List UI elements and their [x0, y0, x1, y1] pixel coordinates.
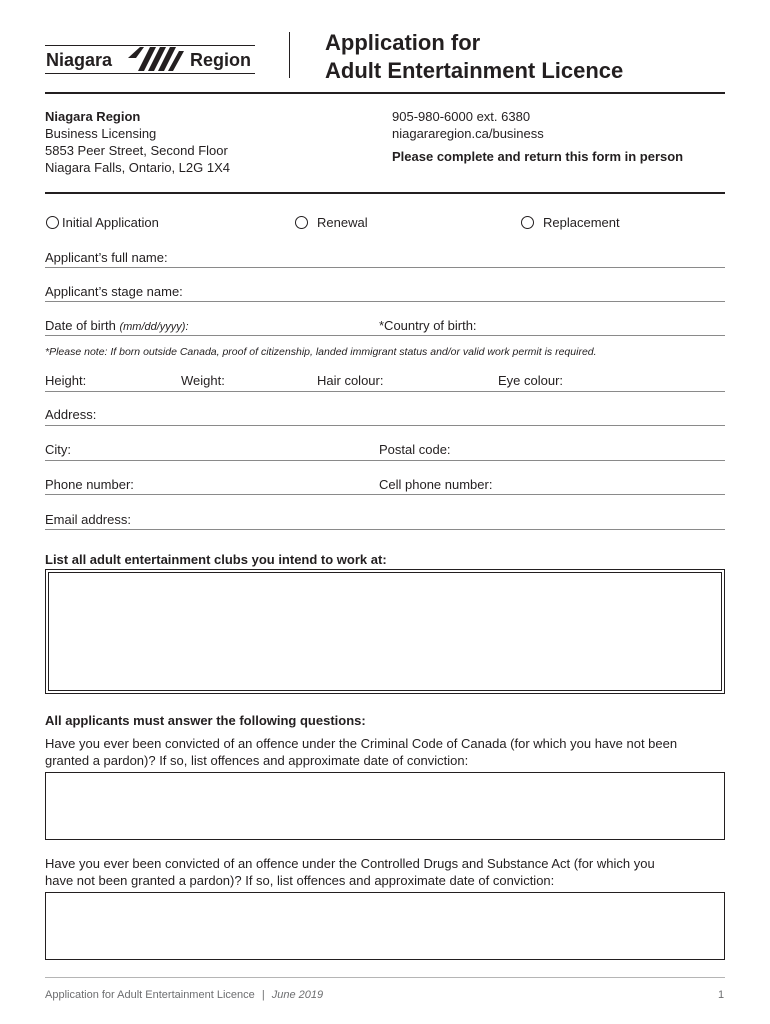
email-label: Email address:	[45, 512, 131, 527]
contact-org: Niagara Region	[45, 109, 141, 124]
city-label: City:	[45, 442, 71, 457]
full-name-label: Applicant’s full name:	[45, 250, 168, 265]
header-rule	[45, 92, 725, 94]
physical-details-field[interactable]	[45, 391, 725, 392]
country-of-birth-label: *Country of birth:	[379, 318, 477, 333]
stage-name-field[interactable]	[45, 301, 725, 302]
footer-doc-info	[45, 989, 323, 1001]
contact-website: niagararegion.ca/business	[392, 126, 544, 141]
question-1-textarea[interactable]	[45, 772, 725, 840]
questions-heading: All applicants must answer the following questions:	[45, 713, 366, 728]
contact-dept: Business Licensing	[45, 126, 157, 141]
footer-doc-title: Application for Adult Entertainment Licence	[45, 989, 255, 1001]
logo-text-right: Region	[190, 50, 251, 70]
dob-label	[45, 318, 189, 333]
page-title-line-1: Application for	[325, 30, 481, 55]
contact-instruction: Please complete and return this form in person	[392, 149, 684, 164]
question-1-line-1: Have you ever been convicted of an offence under the Criminal Code of Canada (for which you have not been	[45, 736, 678, 751]
question-2-line-1: Have you ever been convicted of an offence under the Controlled Drugs and Substance Act (for which you	[45, 856, 655, 871]
radio-circle-icon[interactable]	[521, 216, 534, 229]
address-field[interactable]	[45, 425, 725, 426]
question-2-textarea[interactable]	[45, 892, 725, 960]
question-1-line-2: granted a pardon)? If so, list offences and approximate date of conviction:	[45, 753, 469, 768]
contact-phone: 905-980-6000 ext. 6380	[392, 109, 531, 124]
cell-phone-label: Cell phone number:	[379, 477, 493, 492]
dob-label-text: Date of birth	[45, 318, 116, 333]
postal-code-label: Postal code:	[379, 442, 451, 457]
weight-label: Weight:	[181, 373, 225, 388]
page-title-line-2: Adult Entertainment Licence	[325, 58, 624, 83]
eye-colour-label: Eye colour:	[498, 373, 564, 388]
email-field[interactable]	[45, 529, 725, 530]
clubs-textarea-inner-border	[48, 572, 722, 691]
footer-rule	[45, 977, 725, 978]
hair-colour-label: Hair colour:	[317, 373, 384, 388]
phone-number-label: Phone number:	[45, 477, 134, 492]
footer-separator: |	[261, 989, 265, 1001]
phone-field[interactable]	[45, 494, 725, 495]
radio-label: Renewal	[317, 215, 368, 230]
radio-circle-icon[interactable]	[46, 216, 59, 229]
footer-date: June 2019	[271, 989, 324, 1001]
radio-circle-icon[interactable]	[295, 216, 308, 229]
clubs-textarea[interactable]	[45, 569, 725, 694]
birth-note: *Please note: If born outside Canada, proof of citizenship, landed immigrant status and/or valid work permit is required.	[45, 346, 597, 358]
contact-city: Niagara Falls, Ontario, L2G 1X4	[45, 160, 230, 175]
radio-label: Replacement	[543, 215, 620, 230]
question-2-line-2: have not been granted a pardon)? If so, list offences and approximate date of conviction:	[45, 873, 555, 888]
logo-mark-icon	[124, 44, 186, 74]
city-postal-field[interactable]	[45, 460, 725, 461]
height-label: Height:	[45, 373, 87, 388]
address-label: Address:	[45, 407, 97, 422]
header-divider	[289, 32, 290, 78]
contact-street: 5853 Peer Street, Second Floor	[45, 143, 228, 158]
page-number: 1	[718, 989, 725, 1001]
dob-format-hint: (mm/dd/yyyy):	[119, 321, 189, 333]
clubs-heading: List all adult entertainment clubs you intend to work at:	[45, 552, 387, 567]
stage-name-label: Applicant’s stage name:	[45, 284, 183, 299]
logo-text-left: Niagara	[46, 50, 113, 70]
dob-country-field[interactable]	[45, 335, 725, 336]
contact-rule	[45, 192, 725, 194]
radio-label: Initial Application	[62, 215, 159, 230]
full-name-field[interactable]	[45, 267, 725, 268]
